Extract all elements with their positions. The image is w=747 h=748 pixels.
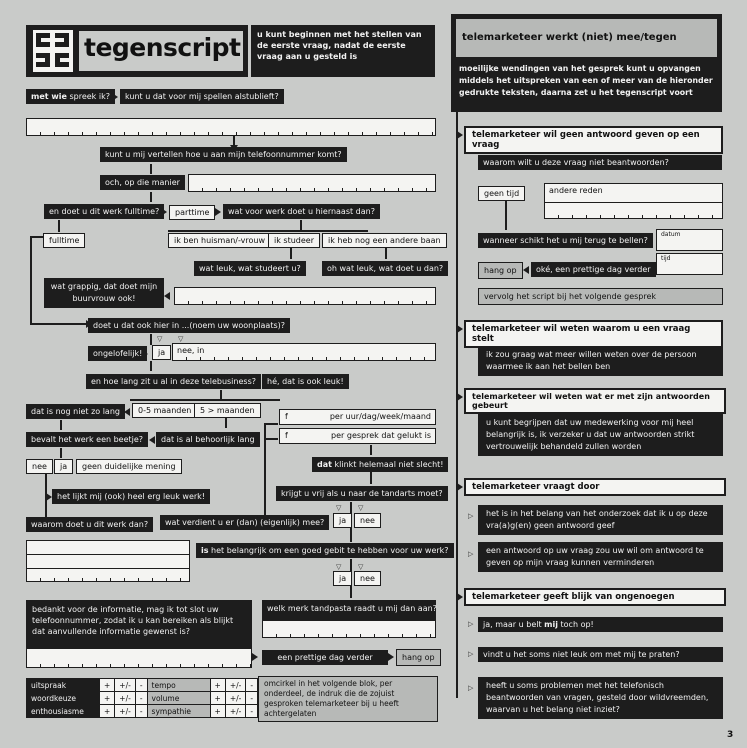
rating-mark[interactable]: - [246, 705, 258, 718]
a-nee-in-label: nee, in [177, 346, 205, 355]
salary-per-call[interactable] [279, 428, 436, 444]
answer-field-tandpasta[interactable] [262, 620, 436, 638]
q-op-die-manier: och, op die manier [100, 175, 185, 190]
rating-mark[interactable]: +/- [115, 692, 136, 705]
s5-text-2: vindt u het soms niet leuk om met mij te praten? [478, 647, 723, 662]
rating-mark[interactable]: + [100, 679, 115, 692]
q-terugbellen: wanneer schikt het u mij terug te bellen? [478, 233, 653, 248]
a-geen-tijd[interactable]: geen tijd [478, 186, 525, 201]
q-waarom: waarom doet u dit werk dan? [26, 517, 153, 532]
right-title: telemarketeer werkt (niet) mee/tegen [462, 32, 677, 43]
rating-mark[interactable]: + [210, 692, 225, 705]
a-andere-reden-label: andere reden [549, 186, 603, 195]
q-tandpasta: welk merk tandpasta raadt u mij dan aan? [262, 600, 436, 620]
rating-mark[interactable]: - [135, 679, 147, 692]
q-verdient: wat verdient u er (dan) (eigenlijk) mee? [160, 515, 329, 530]
arrow [112, 93, 118, 101]
q-telefoonnummer: kunt u mij vertellen hoe u aan mijn telefoonnummer komt? [100, 147, 347, 162]
q-studeert: wat leuk, wat studeert u? [194, 261, 306, 276]
q-tandarts: krijgt u vrij als u naar de tandarts moet? [276, 486, 448, 501]
rating-label-2: tempo [147, 679, 210, 692]
answer-field-waarom[interactable] [26, 540, 190, 582]
section-ongenoegen: telemarketeer geeft blijk van ongenoegen [464, 588, 726, 606]
s5-text-3: heeft u soms problemen met het telefonisch beantwoorden van vragen, gesteld door wildvreemden, waarvan u het belang niet inziet? [478, 677, 723, 719]
rating-mark[interactable]: +/- [225, 679, 246, 692]
logo-title: tegenscript [84, 33, 241, 62]
section-waarom-vraag: telemarketeer wil weten waarom u een vraag stelt [464, 320, 723, 348]
salary-per-period[interactable] [279, 409, 436, 425]
rating-mark[interactable]: + [100, 692, 115, 705]
field-datum[interactable] [656, 229, 723, 251]
answer-field-manier[interactable] [188, 174, 436, 192]
q-met-wie: met wie spreek ik? [26, 89, 115, 104]
a-5-maanden[interactable]: 5 > maanden [194, 403, 261, 418]
q-fulltime: en doet u dit werk fulltime? [44, 204, 164, 219]
s5-text-1: ja, maar u belt mij toch op! [478, 617, 723, 632]
s1-oke: oké, een prettige dag verder [531, 262, 656, 277]
q-doet-u-dan: oh wat leuk, wat doet u dan? [322, 261, 448, 276]
q-hiernaast: wat voor werk doet u hiernaast dan? [223, 204, 380, 219]
s1-vervolg: vervolg het script bij het volgende gesprek [478, 288, 723, 305]
rating-mark[interactable]: - [246, 679, 258, 692]
field-tijd[interactable] [656, 253, 723, 275]
q-niet-beantwoorden: waarom wilt u deze vraag niet beantwoorden? [478, 155, 722, 170]
answer-field-name[interactable] [26, 118, 436, 136]
rating-table [26, 678, 258, 718]
rating-mark[interactable]: + [210, 705, 225, 718]
header-intro: u kunt beginnen met het stellen van de eerste vraag, nadat de eerste vraag aan u gesteld is [251, 25, 435, 77]
a-ja-2[interactable]: ja [54, 459, 73, 474]
q-he-dat: hé, dat is ook leuk! [262, 374, 349, 389]
s2-text: ik zou graag wat meer willen weten over de persoon waarmee ik aan het bellen ben [478, 346, 723, 376]
salary-label-2: per gesprek dat gelukt is [331, 431, 431, 440]
rating-row [27, 692, 258, 705]
page-number: 3 [727, 730, 734, 740]
rating-mark[interactable]: +/- [115, 679, 136, 692]
answer-field-telefoonnummer[interactable] [26, 648, 252, 668]
rating-mark[interactable]: + [210, 679, 225, 692]
a-andere-baan[interactable]: ik heb nog een andere baan [322, 233, 447, 248]
a-hang-op[interactable]: hang op [396, 649, 441, 666]
rating-label: woordkeuze [27, 692, 100, 705]
q-prettige-dag: een prettige dag verder [262, 650, 388, 665]
q-spellen: kunt u dat voor mij spellen alstublieft? [120, 89, 284, 104]
q-nog-niet-zo-lang: dat is nog niet zo lang [26, 404, 125, 419]
q-bevalt: bevalt het werk een beetje? [26, 432, 148, 447]
a-studeer[interactable]: ik studeer [268, 233, 320, 248]
q-woonplaats: doet u dat ook hier in ...(noem uw woonplaats)? [88, 318, 290, 333]
a-nee[interactable]: nee [26, 459, 53, 474]
rating-label-2: sympathie [147, 705, 210, 718]
a-ja-3[interactable]: ja [333, 513, 352, 528]
a-nee-4[interactable]: nee [354, 571, 381, 586]
rating-mark[interactable]: +/- [115, 705, 136, 718]
section-antwoorden: telemarketeer wil weten wat er met zijn antwoorden gebeurt [464, 388, 726, 414]
q-hoe-lang: en hoe lang zit u al in deze telebusiness? [86, 374, 261, 389]
rating-label-2: volume [147, 692, 210, 705]
rating-mark[interactable]: - [135, 692, 147, 705]
rating-row [27, 705, 258, 718]
q-heel-erg-leuk: het lijkt mij (ook) heel erg leuk werk! [52, 489, 210, 504]
q-klinkt-slecht: dat klinkt helemaal niet slecht! [312, 457, 448, 472]
a-nee-in[interactable] [172, 343, 436, 361]
s3-text: u kunt begrijpen dat uw medewerking voor mij heel belangrijk is, ik verzeker u dat uw antwoorden strikt vertrouwelijk behandeld zullen worden [478, 414, 723, 456]
salary-prefix-2: f [285, 431, 288, 440]
rating-note: omcirkel in het volgende blok, per onderdeel, de indruk die de zojuist gesproken telemarketeer bij u heeft achtergelaten [258, 676, 438, 722]
s4-text-1: het is in het belang van het onderzoek dat ik u op deze vra(a)g(en) geen antwoord geef [478, 505, 723, 535]
a-0-5-maanden[interactable]: 0-5 maanden [132, 403, 197, 418]
a-nee-3[interactable]: nee [354, 513, 381, 528]
salary-label: per uur/dag/week/maand [329, 412, 431, 421]
a-ja-4[interactable]: ja [333, 571, 352, 586]
a-ja[interactable]: ja [152, 345, 171, 360]
right-intro: moeilijke wendingen van het gesprek kunt u opvangen middels het uitspreken van een of meer van de hieronder gedrukte teksten, daarna zet u het tegenscript voort [459, 64, 713, 97]
a-geen-mening[interactable]: geen duidelijke mening [76, 459, 182, 474]
q-ongelofelijk: ongelofelijk! [88, 346, 147, 361]
q-behoorlijk: dat is al behoorlijk lang [156, 432, 260, 447]
rating-mark[interactable]: - [246, 692, 258, 705]
section-geen-antwoord: telemarketeer wil geen antwoord geven op een vraag [464, 126, 723, 154]
rating-label: uitspraak [27, 679, 100, 692]
a-huisman[interactable]: ik ben huisman/-vrouw [168, 233, 271, 248]
q-bedankt: bedankt voor de informatie, mag ik tot slot uw telefoonnummer, zodat ik u kan bereiken als blijkt dat aanvullende informatie gewenst is? [26, 600, 252, 648]
datum-label: datum [661, 231, 681, 238]
q-gebit: is het belangrijk om een goed gebit te hebben voor uw werk? [196, 543, 454, 558]
salary-prefix: f [285, 412, 288, 421]
tijd-label: tijd [661, 255, 671, 262]
s4-text-2: een antwoord op uw vraag zou uw wil om antwoord te geven op mijn vraag kunnen verminderen [478, 542, 723, 572]
section-vraagt-door: telemarketeer vraagt door [464, 478, 726, 496]
rating-mark[interactable]: +/- [225, 692, 246, 705]
rating-label: enthousiasme [27, 705, 100, 718]
logo-icon [33, 30, 73, 72]
rating-mark[interactable]: +/- [225, 705, 246, 718]
rating-mark[interactable]: + [100, 705, 115, 718]
a-andere-reden[interactable] [544, 183, 723, 219]
right-hang-op[interactable]: hang op [478, 262, 523, 279]
rating-mark[interactable]: - [135, 705, 147, 718]
answer-field-werk[interactable] [174, 287, 436, 305]
rating-row [27, 679, 258, 692]
a-parttime[interactable]: parttime [169, 205, 215, 220]
a-fulltime[interactable]: fulltime [43, 233, 85, 248]
q-buurvrouw: wat grappig, dat doet mijn buurvrouw ook! [44, 278, 164, 308]
